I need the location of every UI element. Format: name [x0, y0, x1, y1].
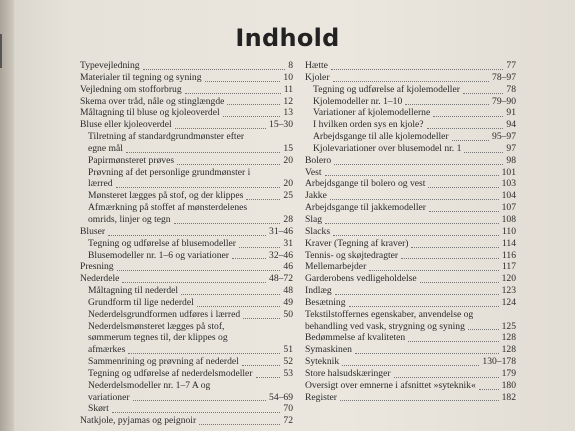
- toc-entry-title: Arbejdsgange til jakkemodeller: [305, 202, 426, 214]
- toc-leader-dots: [330, 197, 499, 200]
- toc-entry: [80, 167, 293, 191]
- toc-leader-dots: [143, 67, 285, 70]
- toc-leader-dots: [185, 91, 281, 94]
- toc-entry-page: 120: [501, 273, 516, 285]
- toc-entry-title: Register: [305, 391, 337, 403]
- toc-entry-page: 180: [501, 379, 516, 391]
- toc-leader-dots: [239, 245, 280, 248]
- toc-entry: [305, 214, 516, 226]
- toc-entry: [305, 84, 516, 96]
- toc-entry: [80, 415, 293, 427]
- toc-entry: [305, 131, 516, 143]
- toc-leader-dots: [243, 316, 280, 319]
- toc-leader-dots: [464, 150, 503, 153]
- toc-entry: [80, 60, 293, 72]
- toc-entry-title: Tegning og udførelse af kjolemodeller: [313, 83, 460, 95]
- toc-entry-page: 98: [506, 154, 516, 166]
- toc-leader-dots: [242, 363, 280, 366]
- toc-leader-dots: [256, 375, 281, 378]
- toc-entry-title: Mønsteret lægges på stof, og der klippes: [88, 190, 244, 202]
- toc-entry: [305, 297, 516, 309]
- toc-entry-page: 54–69: [269, 391, 293, 403]
- toc-entry-title: Bolero: [305, 154, 332, 166]
- book-binding-edge: [0, 0, 14, 431]
- toc-entry-page: 123: [501, 285, 516, 297]
- toc-entry: [80, 72, 293, 84]
- toc-entry: [305, 119, 516, 131]
- toc-leader-dots: [227, 102, 280, 105]
- toc-entry-title: Indlæg: [305, 285, 332, 297]
- toc-leader-dots: [334, 162, 503, 165]
- toc-entry: [80, 84, 293, 96]
- toc-entry-title: Bedømmelse af kvaliteten: [305, 332, 406, 344]
- toc-entry: [305, 309, 516, 333]
- toc-entry-title: I hvilken orden sys en kjole?: [313, 119, 424, 131]
- toc-entry-page: 125: [501, 320, 516, 332]
- toc-entry-page: 15: [283, 142, 293, 154]
- toc-leader-dots: [174, 221, 280, 224]
- toc-entry-page: 103: [501, 178, 516, 190]
- toc-entry-title: Kjolevariationer over blusemodel nr. 1: [313, 142, 462, 154]
- toc-leader-dots: [420, 280, 499, 283]
- toc-entry-title: Skema over tråd, nåle og stinglængde: [80, 95, 225, 107]
- toc-leader-dots: [427, 126, 503, 129]
- toc-entry-title: Variationer af kjolemodellerne: [313, 107, 431, 119]
- toc-entry-page: 110: [501, 225, 516, 237]
- toc-entry-page: 117: [501, 261, 516, 273]
- toc-entry-title: Garderobens vedligeholdelse: [305, 273, 417, 285]
- toc-entry: [305, 344, 516, 356]
- toc-leader-dots: [122, 280, 266, 283]
- toc-entry: [80, 261, 293, 273]
- toc-leader-dots: [408, 339, 499, 342]
- toc-entry: [305, 143, 516, 155]
- toc-entry-title: Tegning og udførelse af blusemodeller: [88, 237, 236, 249]
- toc-leader-dots: [175, 126, 266, 129]
- toc-entry-page: 11: [283, 83, 293, 95]
- toc-entry-page: 78–97: [492, 71, 516, 83]
- toc-entry: [80, 368, 293, 380]
- toc-leader-dots: [401, 256, 499, 259]
- toc-entry-title: Måltagning til bluse og kjoleoverdel: [80, 107, 220, 119]
- toc-entry-title: Nederdele: [80, 273, 120, 285]
- toc-entry-page: 48: [283, 285, 293, 297]
- toc-entry: [80, 380, 293, 404]
- toc-entry: [305, 368, 516, 380]
- toc-entry-title: Arbejdsgange til alle kjolemodeller: [313, 131, 449, 143]
- toc-entry-page: 12: [283, 95, 293, 107]
- toc-entry-page: 108: [501, 213, 516, 225]
- toc-entry-title: Slag: [305, 213, 323, 225]
- toc-entry: [80, 107, 293, 119]
- toc-entry-page: 25: [283, 190, 293, 202]
- toc-entry-page: 124: [501, 296, 516, 308]
- toc-entry: [305, 107, 516, 119]
- toc-leader-dots: [246, 197, 280, 200]
- toc-entry-page: 53: [283, 367, 293, 379]
- toc-entry: [305, 356, 516, 368]
- toc-entry-page: 179: [501, 367, 516, 379]
- toc-entry: [80, 356, 293, 368]
- toc-entry: [305, 392, 516, 404]
- toc-entry-title: Afmærkning på stoffet af mønsterdelenes omrids, linjer og tegn: [88, 202, 248, 225]
- toc-entry-page: 49: [283, 296, 293, 308]
- toc-entry-page: 101: [501, 166, 516, 178]
- toc-entry: [305, 226, 516, 238]
- toc-leader-dots: [205, 79, 281, 82]
- toc-leader-dots: [181, 292, 280, 295]
- toc-entry-title: Store halsudskæringer: [305, 367, 391, 379]
- toc-entry-page: 46: [283, 261, 293, 273]
- toc-entry-title: Mellemarbejder: [305, 261, 367, 273]
- toc-entry-title: Arbejdsgange til bolero og vest: [305, 178, 426, 190]
- toc-leader-dots: [342, 363, 479, 366]
- toc-entry: [80, 403, 293, 415]
- toc-entry: [80, 155, 293, 167]
- toc-entry-page: 32–46: [269, 249, 293, 261]
- toc-entry: [305, 238, 516, 250]
- toc-entry: [305, 273, 516, 285]
- toc-entry-page: 72: [283, 415, 293, 427]
- toc-entry-title: Kraver (Tegning af kraver): [305, 237, 409, 249]
- toc-leader-dots: [199, 422, 280, 425]
- toc-entry-title: Grundform til lige nederdel: [88, 296, 194, 308]
- toc-leader-dots: [331, 67, 503, 70]
- toc-entry-page: 130–178: [482, 356, 516, 368]
- toc-leader-dots: [128, 351, 280, 354]
- toc-entry-page: 20: [283, 154, 293, 166]
- toc-leader-dots: [429, 209, 499, 212]
- toc-entry-page: 91: [506, 107, 516, 119]
- toc-entry: [305, 380, 516, 392]
- toc-entry-title: Nederdelsmodeller nr. 1–7 A og variationer: [88, 379, 211, 403]
- toc-leader-dots: [433, 114, 503, 117]
- toc-entry: [305, 332, 516, 344]
- toc-entry: [80, 119, 293, 131]
- toc-leader-dots: [333, 79, 489, 82]
- toc-entry-title: Nederdelsgrundformen udføres i lærred: [88, 308, 241, 320]
- toc-entry-page: 94: [506, 119, 516, 131]
- toc-leader-dots: [428, 185, 499, 188]
- toc-entry: [305, 250, 516, 262]
- toc-entry: [80, 321, 293, 357]
- toc-entry-title: Slacks: [305, 225, 331, 237]
- toc-entry-title: Jakke: [305, 190, 327, 202]
- toc-entry-title: Tekstilstoffernes egenskaber, anvendelse og behandling ved vask, strygning og syning: [305, 308, 474, 332]
- toc-entry-title: Syteknik: [305, 356, 340, 368]
- toc-entry-title: Papirmønsteret prøves: [88, 154, 175, 166]
- toc-entry: [305, 167, 516, 179]
- toc-entry: [80, 190, 293, 202]
- toc-entry-page: 97: [506, 142, 516, 154]
- toc-leader-dots: [452, 138, 489, 141]
- toc-entry-page: 79–90: [492, 95, 516, 107]
- toc-entry-page: 104: [501, 190, 516, 202]
- toc-leader-dots: [405, 102, 489, 105]
- toc-entry-page: 51: [283, 344, 293, 356]
- toc-entry-page: 77: [506, 60, 516, 71]
- toc-entry-page: 116: [501, 249, 516, 261]
- toc-entry: [80, 96, 293, 108]
- toc-entry-page: 31: [283, 237, 293, 249]
- toc-leader-dots: [325, 173, 499, 176]
- toc-entry-title: Tegning og udførelse af nederdelsmodeller: [88, 367, 253, 379]
- toc-entry: [305, 60, 516, 72]
- toc-leader-dots: [411, 245, 499, 248]
- toc-entry-title: Tennis- og skøjtedragter: [305, 249, 399, 261]
- toc-leader-dots: [468, 327, 499, 330]
- toc-entry-title: Måltagning til nederdel: [88, 285, 179, 297]
- toc-leader-dots: [232, 256, 266, 259]
- toc-entry: [305, 261, 516, 273]
- toc-entry-title: Symaskinen: [305, 344, 352, 356]
- toc-entry-page: 8: [288, 60, 293, 71]
- toc-entry-page: 48–72: [269, 273, 293, 285]
- toc-entry: [80, 250, 293, 262]
- toc-entry-title: Presning: [80, 261, 114, 273]
- toc-entry-title: Materialer til tegning og syning: [80, 71, 202, 83]
- toc-leader-dots: [463, 91, 503, 94]
- toc-leader-dots: [108, 233, 266, 236]
- toc-leader-dots: [126, 150, 280, 153]
- toc-entry: [80, 273, 293, 285]
- toc-entry: [80, 297, 293, 309]
- toc-entry-title: Vejledning om stofforbrug: [80, 83, 182, 95]
- toc-entry: [80, 309, 293, 321]
- toc-entry-page: 52: [283, 356, 293, 368]
- toc-entry: [305, 155, 516, 167]
- toc-entry-title: Oversigt over emnerne i afsnittet »syteknik«: [305, 379, 476, 391]
- toc-entry: [305, 202, 516, 214]
- toc-entry-page: 182: [501, 391, 516, 403]
- toc-entry-page: 10: [283, 71, 293, 83]
- toc-leader-dots: [117, 268, 280, 271]
- toc-entry: [305, 72, 516, 84]
- toc-entry-title: Sammenrining og prøvning af nederdel: [88, 356, 239, 368]
- toc-leader-dots: [177, 162, 280, 165]
- toc-leader-dots: [355, 351, 499, 354]
- toc-entry-title: Kjoler: [305, 71, 330, 83]
- toc-entry-page: 128: [501, 344, 516, 356]
- toc-leader-dots: [394, 375, 499, 378]
- toc-entry: [80, 285, 293, 297]
- toc-entry-page: 70: [283, 403, 293, 415]
- toc-leader-dots: [369, 268, 499, 271]
- toc-entry-title: Hætte: [305, 60, 328, 71]
- toc-entry-page: 78: [506, 83, 516, 95]
- toc-entry: [80, 238, 293, 250]
- toc-left-column: [80, 60, 293, 427]
- toc-entry-title: Skørt: [88, 403, 109, 415]
- toc-entry-page: 95–97: [492, 131, 516, 143]
- toc-entry-title: Tilretning af standardgrundmønster efter egne mål: [88, 131, 245, 154]
- toc-entry-page: 20: [283, 178, 293, 190]
- toc-entry: [305, 285, 516, 297]
- toc-entry-title: Bluser: [80, 225, 106, 237]
- toc-leader-dots: [325, 221, 499, 224]
- toc-entry-title: Besætning: [305, 296, 346, 308]
- toc-right-column: [305, 60, 516, 403]
- toc-leader-dots: [112, 410, 280, 413]
- toc-entry: [305, 96, 516, 108]
- toc-entry-page: 50: [283, 308, 293, 320]
- toc-entry-title: Kjolemodeller nr. 1–10: [313, 95, 403, 107]
- toc-entry: [305, 190, 516, 202]
- toc-entry-title: Typevejledning: [80, 60, 140, 71]
- toc-leader-dots: [340, 398, 499, 401]
- toc-entry-page: 28: [283, 213, 293, 225]
- toc-entry-page: 13: [283, 107, 293, 119]
- toc-entry-title: Nederdelsmønsteret lægges på stof, sømmerum tegnes til, der klippes og afmærkes: [88, 320, 228, 356]
- toc-leader-dots: [197, 304, 280, 307]
- toc-entry: [305, 178, 516, 190]
- toc-leader-dots: [116, 185, 280, 188]
- toc-leader-dots: [223, 114, 280, 117]
- toc-entry-page: 15–30: [269, 119, 293, 131]
- toc-entry-page: 128: [501, 332, 516, 344]
- toc-entry: [80, 202, 293, 226]
- toc-entry-title: Natkjole, pyjamas og peignoir: [80, 415, 197, 427]
- toc-leader-dots: [333, 233, 499, 236]
- toc-entry: [80, 131, 293, 155]
- toc-entry-title: Bluse eller kjoleoverdel: [80, 119, 172, 131]
- toc-leader-dots: [335, 292, 499, 295]
- toc-entry-title: Vest: [305, 166, 322, 178]
- toc-entry-title: Blusemodeller nr. 1–6 og variationer: [88, 249, 229, 261]
- toc-entry-page: 114: [501, 237, 516, 249]
- toc-leader-dots: [479, 387, 499, 390]
- toc-entry: [80, 226, 293, 238]
- page-title: Indhold: [235, 24, 340, 52]
- toc-entry-title: Prøvning af det personlige grundmønster i lærred: [88, 166, 251, 190]
- toc-leader-dots: [133, 398, 266, 401]
- toc-entry-page: 31–46: [269, 225, 293, 237]
- toc-entry-page: 107: [501, 202, 516, 214]
- toc-leader-dots: [349, 304, 499, 307]
